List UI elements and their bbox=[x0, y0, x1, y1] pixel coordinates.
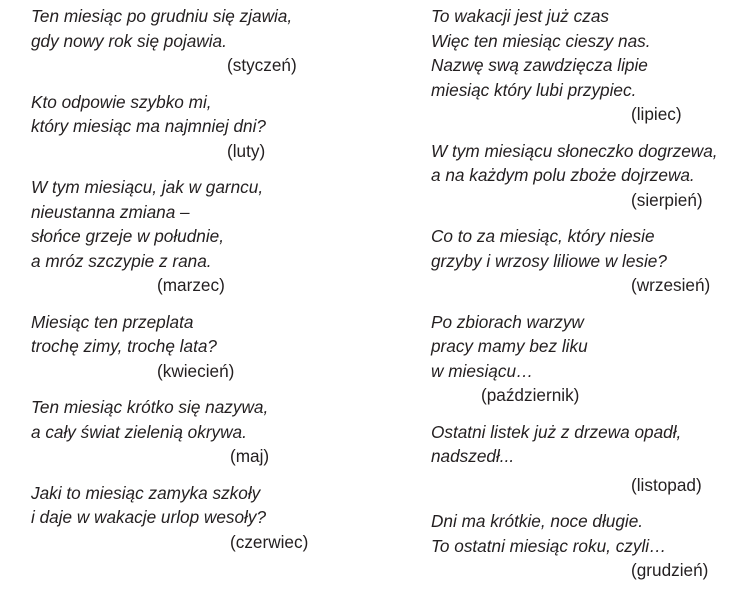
riddle-answer: (grudzień) bbox=[631, 560, 709, 580]
riddle-answer: (październik) bbox=[481, 385, 580, 405]
riddle-line: To wakacji jest już czas bbox=[431, 6, 609, 26]
riddle-line: W tym miesiącu, jak w garncu, bbox=[31, 177, 264, 197]
right-column bbox=[431, 4, 753, 583]
riddle-april bbox=[31, 310, 381, 384]
riddle-line: Miesiąc ten przeplata bbox=[31, 311, 194, 332]
riddle-answer: (maj) bbox=[230, 446, 270, 466]
riddle-november bbox=[431, 420, 753, 498]
riddle-line: pracy mamy bez liku bbox=[431, 336, 588, 356]
riddle-line: który miesiąc ma najmniej dni? bbox=[31, 116, 266, 136]
riddle-line: W tym miesiącu słoneczko dogrzewa, bbox=[431, 140, 718, 161]
riddle-line: Ten miesiąc po grudniu się zjawia, bbox=[31, 6, 293, 26]
riddle-september bbox=[431, 224, 753, 298]
riddle-march bbox=[31, 175, 381, 298]
riddle-line: Po zbiorach warzyw bbox=[431, 311, 584, 332]
riddle-line: grzyby i wrzosy liliowe w lesie? bbox=[431, 250, 667, 271]
left-column bbox=[31, 4, 381, 554]
riddle-line: Co to za miesiąc, który niesie bbox=[431, 226, 655, 246]
riddle-answer: (sierpień) bbox=[631, 189, 703, 210]
riddle-line: Dni ma krótkie, noce długie. bbox=[431, 511, 644, 531]
riddle-line: Ten miesiąc krótko się nazywa, bbox=[31, 397, 269, 417]
riddle-august bbox=[431, 139, 753, 213]
riddle-line: a na każdym polu zboże dojrzewa. bbox=[431, 165, 695, 185]
riddle-line: nadszedł... bbox=[431, 446, 515, 466]
riddle-line: w miesiącu… bbox=[431, 360, 534, 381]
riddle-answer: (listopad) bbox=[631, 474, 702, 495]
riddle-line: i daje w wakacje urlop wesoły? bbox=[31, 507, 267, 527]
riddle-may bbox=[31, 395, 381, 469]
riddle-february bbox=[31, 90, 381, 164]
riddle-line: słońce grzeje w południe, bbox=[31, 226, 224, 246]
riddle-line: a mróz szczypie z rana. bbox=[31, 250, 212, 271]
riddle-june bbox=[31, 481, 381, 555]
riddle-answer: (luty) bbox=[227, 140, 266, 161]
riddle-line: miesiąc który lubi przypiec. bbox=[431, 79, 637, 100]
riddle-line: trochę zimy, trochę lata? bbox=[31, 336, 217, 356]
riddle-line: nieustanna zmiana – bbox=[31, 201, 190, 222]
riddle-july bbox=[431, 4, 753, 127]
riddle-line: Ostatni listek już z drzewa opadł, bbox=[431, 421, 682, 442]
riddle-line: To ostatni miesiąc roku, czyli… bbox=[431, 535, 667, 556]
riddle-answer: (czerwiec) bbox=[230, 531, 309, 552]
riddle-line: Więc ten miesiąc cieszy nas. bbox=[431, 30, 651, 51]
riddle-answer: (lipiec) bbox=[631, 104, 682, 124]
riddle-line: a cały świat zielenią okrywa. bbox=[31, 421, 247, 442]
riddle-answer: (marzec) bbox=[157, 275, 225, 295]
riddle-answer: (wrzesień) bbox=[631, 275, 711, 295]
riddle-line: Jaki to miesiąc zamyka szkoły bbox=[31, 482, 261, 503]
riddle-answer: (styczeń) bbox=[227, 55, 297, 75]
riddle-january bbox=[31, 4, 381, 78]
riddle-line: gdy nowy rok się pojawia. bbox=[31, 30, 227, 51]
riddle-line: Nazwę swą zawdzięcza lipie bbox=[431, 55, 648, 75]
riddle-december bbox=[431, 509, 753, 583]
riddle-line: Kto odpowie szybko mi, bbox=[31, 91, 212, 112]
riddle-answer: (kwiecień) bbox=[157, 360, 235, 381]
riddle-october bbox=[431, 310, 753, 408]
